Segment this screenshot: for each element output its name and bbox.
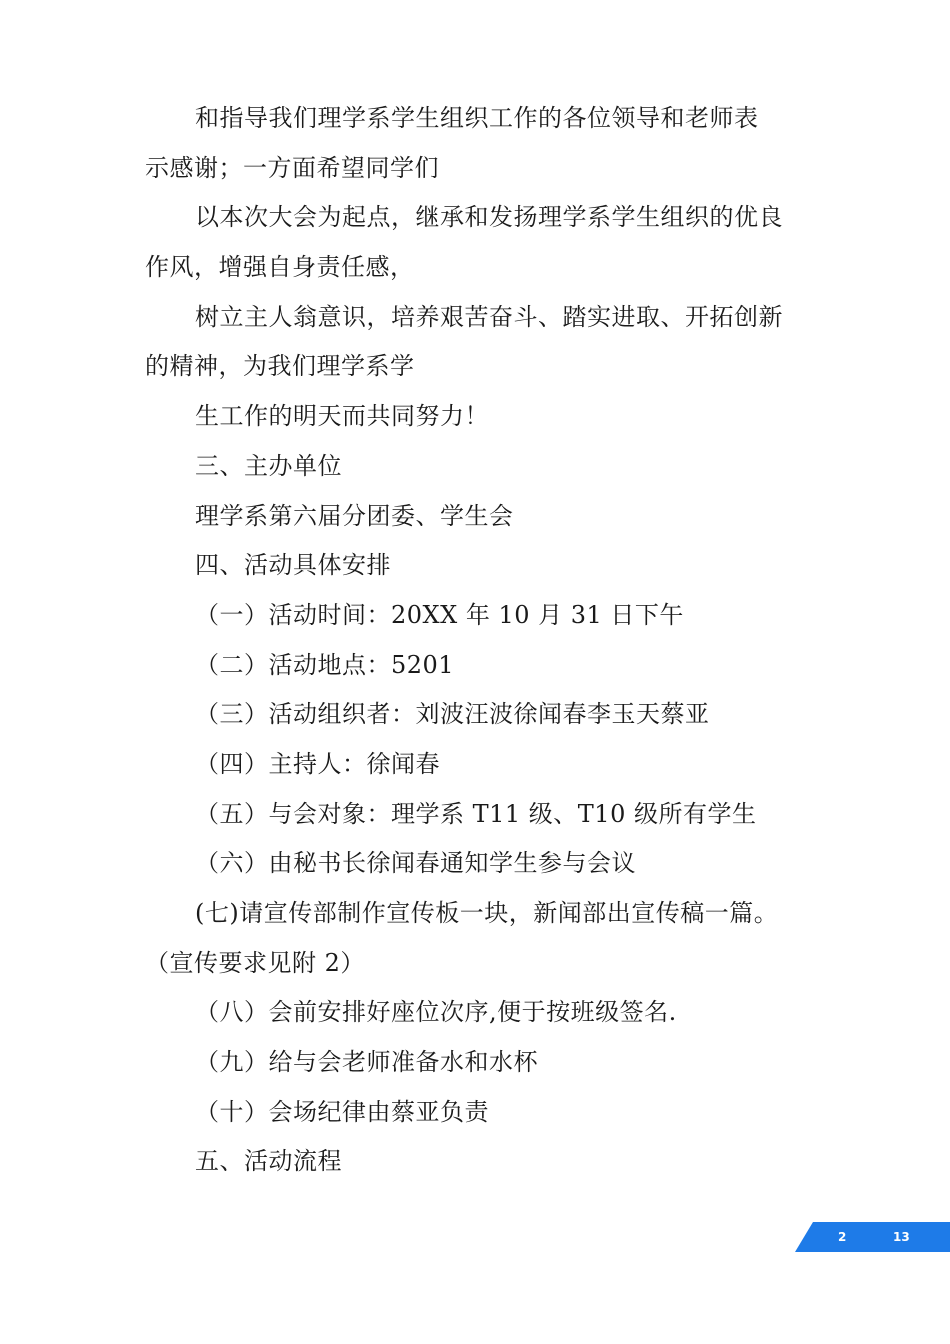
- paragraph-line: 作风，增强自身责任感，: [145, 253, 415, 282]
- paragraph-line: 五、活动流程: [195, 1147, 342, 1176]
- paragraph-line: 生工作的明天而共同努力！: [195, 402, 489, 431]
- paragraph-line: 示感谢；一方面希望同学们: [145, 153, 439, 182]
- total-page-count: 13: [893, 1230, 910, 1244]
- current-page-number: 2: [838, 1230, 847, 1244]
- paragraph-line: （八）会前安排好座位次序,便于按班级签名.: [195, 998, 677, 1027]
- page-number-band: [795, 1222, 950, 1252]
- paragraph-line: （四）主持人：徐闻春: [195, 749, 440, 778]
- paragraph-line: 树立主人翁意识，培养艰苦奋斗、踏实进取、开拓创新: [195, 302, 783, 331]
- paragraph-line: 理学系第六届分团委、学生会: [195, 501, 514, 530]
- paragraph-line: （十）会场纪律由蔡亚负责: [195, 1097, 489, 1126]
- paragraph-line: （六）由秘书长徐闻春通知学生参与会议: [195, 849, 636, 878]
- paragraph-line: （宣传要求见附 2）: [145, 948, 365, 977]
- page-footer: [795, 1222, 950, 1252]
- document-body: [145, 94, 815, 1187]
- paragraph-line: （一）活动时间：20XX 年 10 月 31 日下午: [195, 600, 684, 629]
- paragraph-line: 和指导我们理学系学生组织工作的各位领导和老师表: [195, 104, 759, 132]
- paragraph-line: 三、主办单位: [195, 451, 342, 480]
- paragraph-line: 以本次大会为起点，继承和发扬理学系学生组织的优良: [195, 203, 783, 232]
- paragraph-line: （三）活动组织者：刘波汪波徐闻春李玉天蔡亚: [195, 700, 710, 729]
- paragraph-line: 的精神，为我们理学系学: [145, 352, 415, 381]
- paragraph-line: （五）与会对象：理学系 T11 级、T10 级所有学生: [195, 799, 757, 828]
- paragraph-line: (七)请宣传部制作宣传板一块，新闻部出宣传稿一篇。: [195, 899, 779, 927]
- paragraph-line: （九）给与会老师准备水和水杯: [195, 1048, 538, 1077]
- paragraph-line: （二）活动地点：5201: [195, 650, 455, 679]
- paragraph-line: 四、活动具体安排: [195, 551, 391, 580]
